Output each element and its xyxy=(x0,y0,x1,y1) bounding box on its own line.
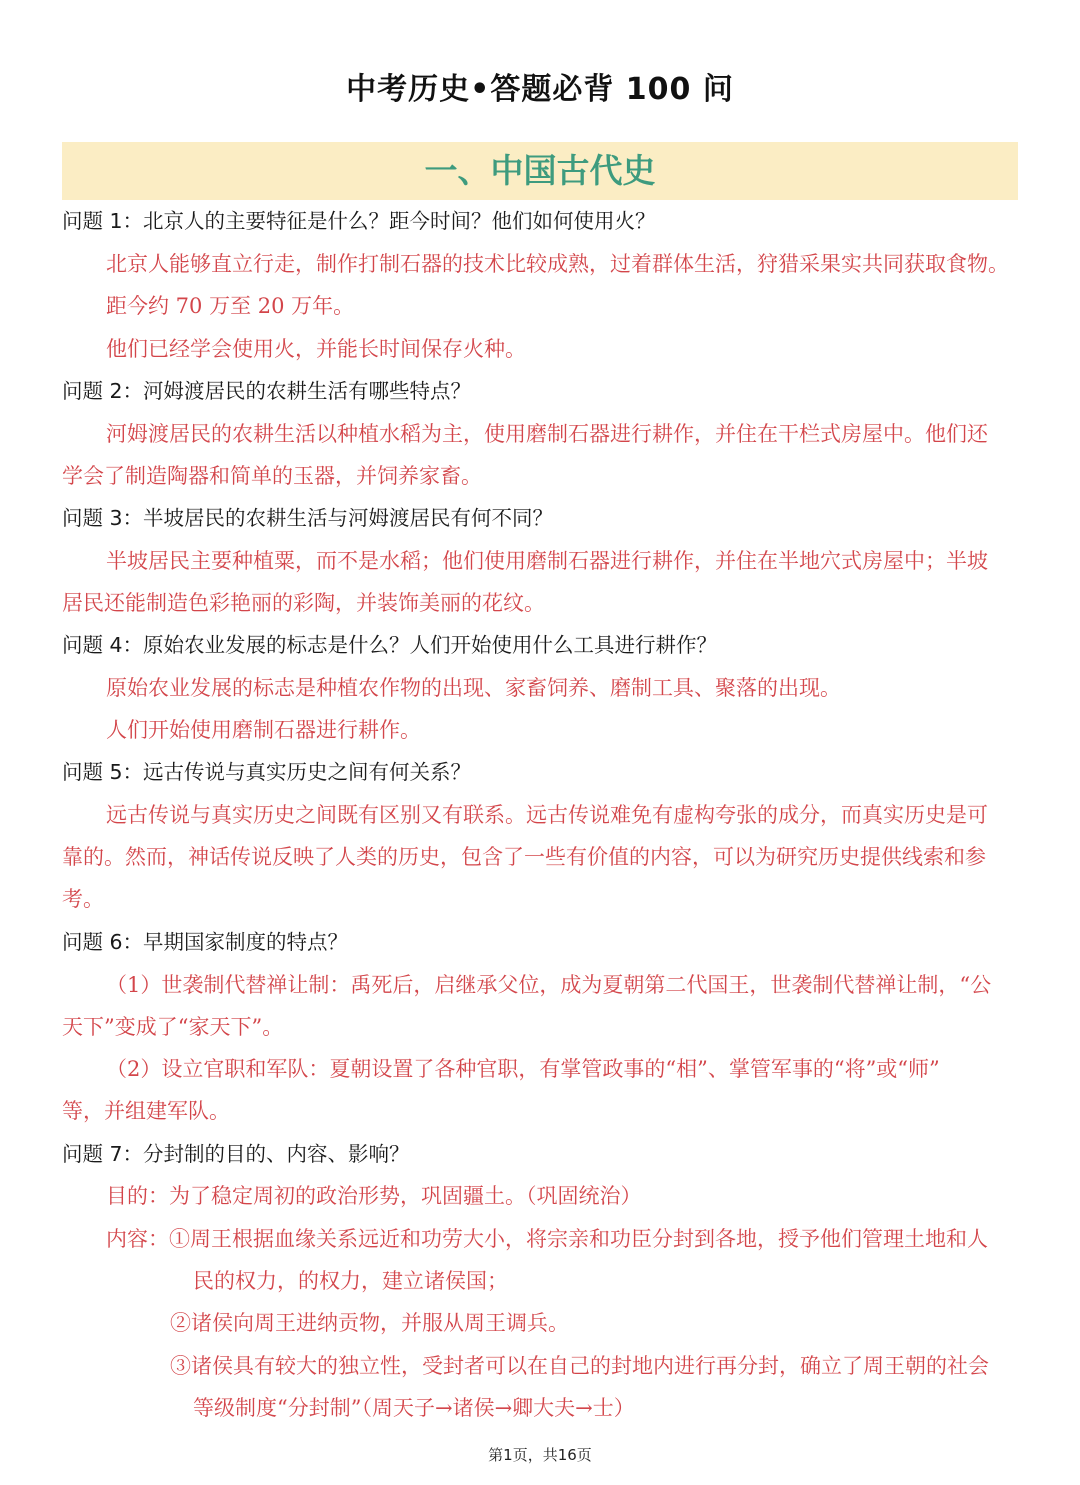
answer-2-line-1: 河姆渡居民的农耕生活以种植水稻为主，使用磨制石器进行耕作，并住在干栏式房屋中。他们还 xyxy=(106,422,988,446)
question-4: 问题 4：原始农业发展的标志是什么？人们开始使用什么工具进行耕作？ xyxy=(62,633,718,657)
answer-7-content-1-cont: 民的权力，的权力，建立诸侯国； xyxy=(193,1269,508,1293)
answer-4-line-2: 人们开始使用磨制石器进行耕作。 xyxy=(106,718,421,742)
answer-6-line-3: （2）设立官职和军队：夏朝设置了各种官职，有掌管政事的“相”、掌管军事的“将”或“师” xyxy=(106,1057,940,1081)
question-3: 问题 3：半坡居民的农耕生活与河姆渡居民有何不同？ xyxy=(62,506,554,530)
answer-7-content-2: ②诸侯向周王进纳贡物，并服从周王调兵。 xyxy=(170,1311,569,1335)
answer-7-content-1: 内容：①周王根据血缘关系远近和功劳大小，将宗亲和功臣分封到各地，授予他们管理土地和人 xyxy=(106,1227,988,1251)
question-2: 问题 2：河姆渡居民的农耕生活有哪些特点？ xyxy=(62,379,472,403)
answer-1-line-1: 北京人能够直立行走，制作打制石器的技术比较成熟，过着群体生活，狩猎采果实共同获取食物。 xyxy=(106,252,1009,276)
question-5: 问题 5：远古传说与真实历史之间有何关系？ xyxy=(62,760,472,784)
answer-4-line-1: 原始农业发展的标志是种植农作物的出现、家畜饲养、磨制工具、聚落的出现。 xyxy=(106,676,841,700)
section-banner: 一、中国古代史 xyxy=(62,142,1018,200)
answer-6-line-1: （1）世袭制代替禅让制：禹死后，启继承父位，成为夏朝第二代国王，世袭制代替禅让制，“公 xyxy=(106,973,992,997)
answer-7-purpose: 目的：为了稳定周初的政治形势，巩固疆土。（巩固统治） xyxy=(106,1184,642,1208)
answer-3-line-2: 居民还能制造色彩艳丽的彩陶，并装饰美丽的花纹。 xyxy=(62,591,545,615)
answer-7-content-3: ③诸侯具有较大的独立性，受封者可以在自己的封地内进行再分封，确立了周王朝的社会 xyxy=(170,1354,989,1378)
question-1: 问题 1：北京人的主要特征是什么？距今时间？他们如何使用火？ xyxy=(62,209,656,233)
answer-2-line-2: 学会了制造陶器和简单的玉器，并饲养家畜。 xyxy=(62,464,482,488)
answer-5-line-1: 远古传说与真实历史之间既有区别又有联系。远古传说难免有虚构夸张的成分，而真实历史是可 xyxy=(106,803,988,827)
answer-5-line-2: 靠的。然而，神话传说反映了人类的历史，包含了一些有价值的内容，可以为研究历史提供线索和参 xyxy=(62,845,986,869)
answer-1-line-3: 他们已经学会使用火，并能长时间保存火种。 xyxy=(106,337,526,361)
answer-1-line-2: 距今约 70 万至 20 万年。 xyxy=(106,294,355,318)
page-number-footer: 第1页，共16页 xyxy=(488,1446,592,1464)
answer-6-line-4: 等，并组建军队。 xyxy=(62,1099,230,1123)
answer-7-content-3-cont: 等级制度“分封制”（周天子→诸侯→卿大夫→士） xyxy=(193,1396,635,1420)
page-title: 中考历史•答题必背 100 问 xyxy=(346,72,734,107)
question-6: 问题 6：早期国家制度的特点？ xyxy=(62,930,349,954)
question-7: 问题 7：分封制的目的、内容、影响？ xyxy=(62,1142,410,1166)
answer-3-line-1: 半坡居民主要种植粟，而不是水稻；他们使用磨制石器进行耕作，并住在半地穴式房屋中；半坡 xyxy=(106,549,988,573)
answer-5-line-3: 考。 xyxy=(62,887,104,911)
answer-6-line-2: 天下”变成了“家天下”。 xyxy=(62,1015,284,1039)
